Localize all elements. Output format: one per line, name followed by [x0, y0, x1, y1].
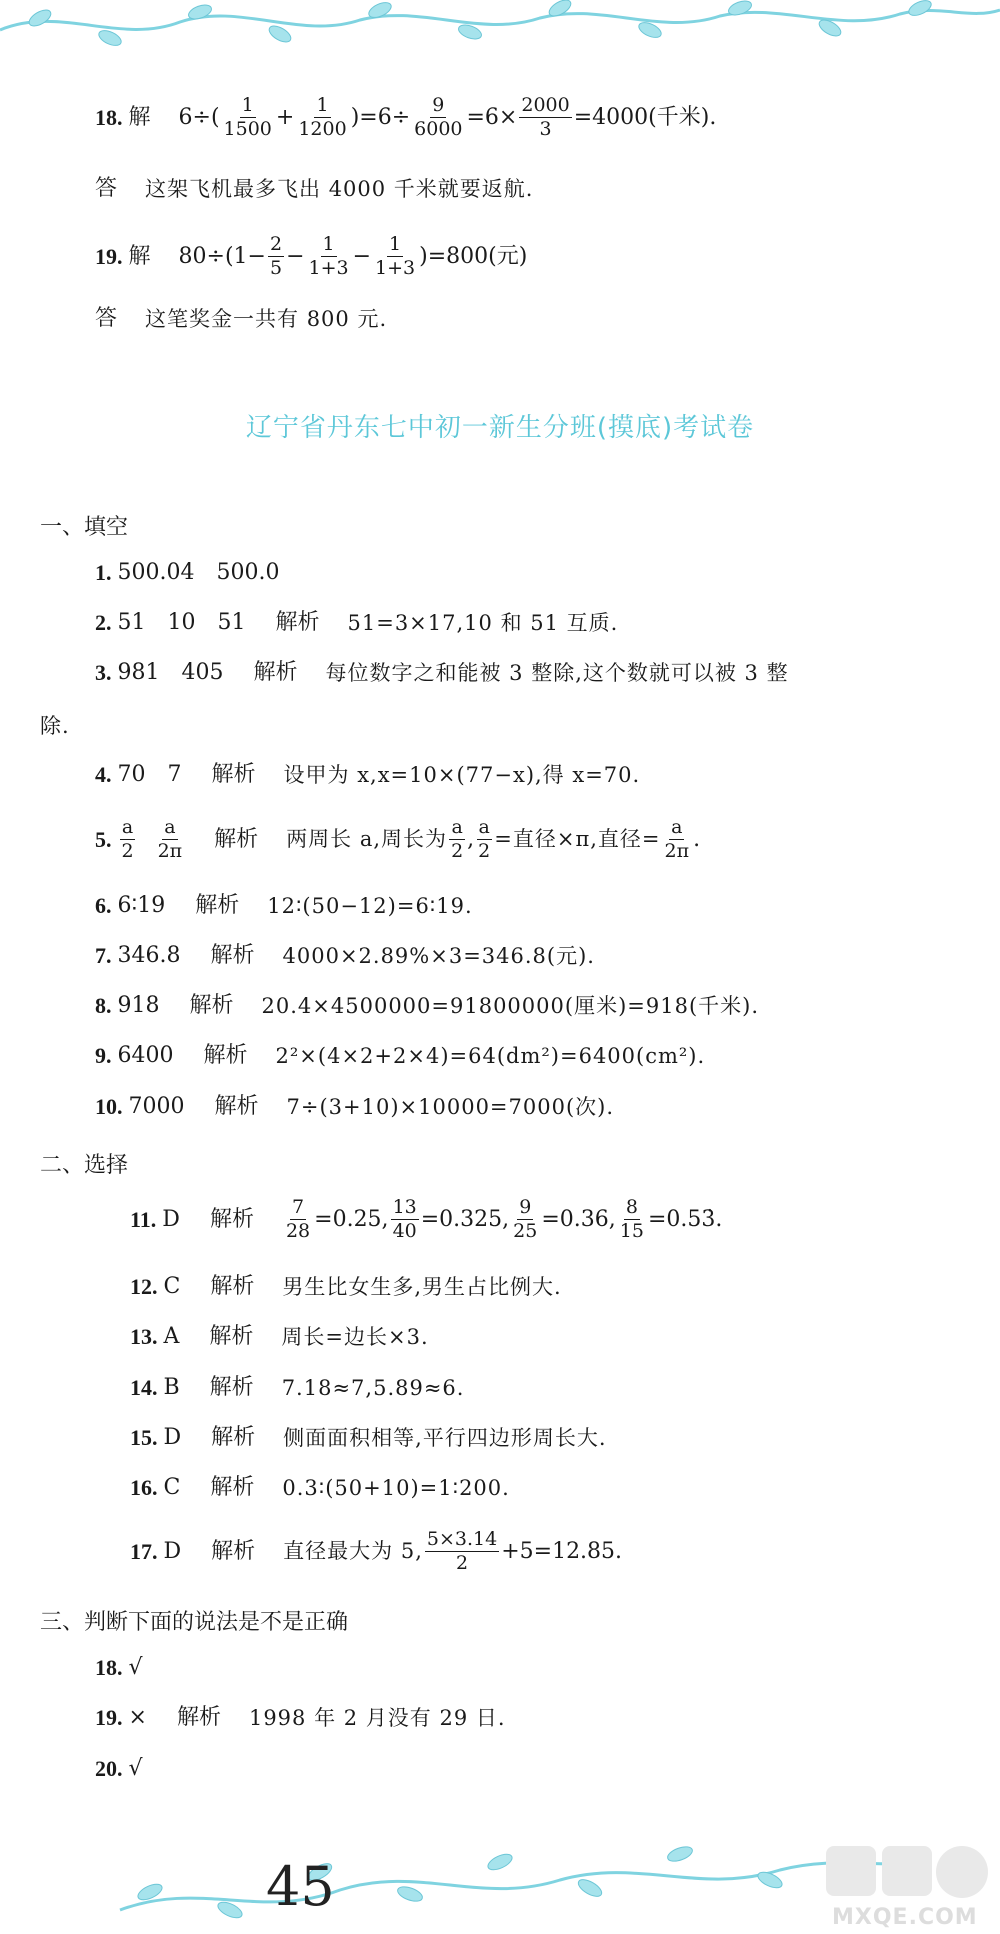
item-14-number: 14.: [130, 1375, 158, 1400]
section-judge-heading: 三、判断下面的说法是不是正确: [40, 1610, 349, 1635]
item-10-number: 10.: [95, 1094, 123, 1119]
item-15-analysis-label: 解析: [211, 1425, 256, 1450]
item-5-answer-fraction-2: $\frac{a}{2\pi}$: [157, 816, 183, 862]
item-11: [130, 1198, 722, 1241]
item-17-analysis-label: 解析: [211, 1538, 256, 1564]
item-16-analysis-label: 解析: [210, 1475, 255, 1500]
q18-plus: +: [275, 104, 295, 130]
q18-answer-label: 答: [95, 176, 118, 201]
q18-expr-mid: )=6÷: [350, 104, 411, 130]
q18-fraction-3: $\frac{9}{6000}$: [414, 94, 463, 140]
item-13-answer: A: [163, 1324, 180, 1349]
item-20: [95, 1758, 173, 1780]
item-3: [95, 662, 789, 684]
item-12-analysis-label: 解析: [210, 1274, 255, 1299]
q19-answer-line: [95, 308, 387, 330]
item-14: [130, 1377, 464, 1399]
item-4-analysis-label: 解析: [211, 762, 256, 787]
q19-answer-label: 答: [95, 306, 118, 331]
page-number: 45: [266, 1855, 335, 1918]
item-20-answer: √: [128, 1756, 143, 1781]
item-2-analysis: 51=3×17,10 和 51 互质.: [347, 610, 619, 635]
item-13-number: 13.: [130, 1324, 158, 1349]
item-5-analysis-2: ,: [467, 826, 475, 852]
item-17-answer: D: [163, 1538, 182, 1564]
item-9-number: 9.: [95, 1043, 112, 1068]
item-5-answer-fraction-1: $\frac{a}{2}$: [121, 816, 134, 862]
item-6-number: 6.: [95, 893, 112, 918]
item-12-answer: C: [163, 1274, 181, 1299]
item-13-analysis: 周长=边长×3.: [281, 1324, 429, 1349]
item-17: [130, 1530, 622, 1573]
q18-number: 18.: [95, 104, 123, 130]
item-5-number: 5.: [95, 826, 112, 852]
section-choice-heading: 二、选择: [40, 1153, 129, 1178]
item-3-analysis-label: 解析: [253, 660, 298, 685]
item-1-answer: 500.04 500.0: [117, 560, 280, 585]
q19-solution-line: [95, 235, 527, 278]
item-7-number: 7.: [95, 943, 112, 968]
item-4-answer: 70 7: [117, 762, 182, 787]
item-6-analysis-label: 解析: [195, 893, 240, 918]
item-11-answer: D: [162, 1206, 180, 1232]
item-14-analysis-label: 解析: [209, 1375, 254, 1400]
q18-fraction-4: $\frac{2000}{3}$: [521, 94, 570, 140]
item-11-fraction-2: $\frac{13}{40}$: [392, 1196, 417, 1242]
q18-expr-end: =4000(千米).: [573, 104, 717, 130]
item-9-analysis-label: 解析: [203, 1043, 248, 1068]
item-5: [95, 818, 700, 861]
item-5-analysis-label: 解析: [214, 826, 259, 852]
q18-solution-line: [95, 96, 716, 139]
item-9: [95, 1045, 705, 1067]
item-16-number: 16.: [130, 1475, 158, 1500]
item-10-analysis-label: 解析: [214, 1094, 259, 1119]
item-7-answer: 346.8: [117, 943, 181, 968]
item-4: [95, 764, 640, 786]
item-9-answer: 6400: [117, 1043, 174, 1068]
q18-expr-mid2: =6×: [466, 104, 518, 130]
item-12-number: 12.: [130, 1274, 158, 1299]
item-10: [95, 1096, 614, 1118]
item-2: [95, 612, 618, 634]
q19-expr-end: )=800(元): [419, 243, 528, 269]
q18-fraction-2: $\frac{1}{1200}$: [298, 94, 347, 140]
item-8-analysis: 20.4×4500000=91800000(厘米)=918(千米).: [261, 993, 760, 1018]
item-11-value-1: =0.25,: [314, 1206, 389, 1232]
item-18-answer: √: [128, 1655, 143, 1680]
item-2-analysis-label: 解析: [275, 610, 320, 635]
item-3-analysis: 每位数字之和能被 3 整除,这个数就可以被 3 整: [325, 660, 789, 685]
item-7: [95, 945, 595, 967]
item-12: [130, 1276, 562, 1298]
item-5-fraction-3: $\frac{a}{2}$: [451, 816, 464, 862]
item-7-analysis: 4000×2.89%×3=346.8(元).: [282, 943, 595, 968]
watermark-text: MXQE.COM: [832, 1905, 978, 1930]
item-3-number: 3.: [95, 660, 112, 685]
item-5-analysis-3: =直径×π,直径=: [494, 827, 661, 851]
q19-fraction-3: $\frac{1}{1+3}$: [375, 233, 416, 279]
item-16-answer: C: [163, 1475, 181, 1500]
q19-minus-2: −: [352, 243, 372, 269]
item-6: [95, 895, 473, 917]
item-13: [130, 1326, 429, 1348]
item-11-fraction-3: $\frac{9}{25}$: [513, 1196, 538, 1242]
q19-fraction-2: $\frac{1}{1+3}$: [308, 233, 349, 279]
item-5-analysis-1: 两周长 a,周长为: [286, 827, 448, 851]
top-vine-decoration: [0, 0, 1000, 60]
item-11-value-3: =0.36,: [541, 1206, 616, 1232]
item-16: [130, 1477, 510, 1499]
item-12-analysis: 男生比女生多,男生占比例大.: [282, 1274, 562, 1299]
item-10-analysis: 7÷(3+10)×10000=7000(次).: [286, 1094, 615, 1119]
item-8-analysis-label: 解析: [189, 993, 234, 1018]
q18-answer-text: 这架飞机最多飞出 4000 千米就要返航.: [145, 176, 534, 201]
item-19-number: 19.: [95, 1705, 123, 1730]
item-6-answer: 6∶19: [117, 893, 166, 918]
item-3-analysis-cont: 除.: [40, 714, 70, 738]
item-2-number: 2.: [95, 610, 112, 635]
item-14-answer: B: [163, 1375, 180, 1400]
q19-fraction-1: $\frac{2}{5}$: [269, 233, 283, 279]
q18-expr-start: 6÷(: [178, 104, 220, 130]
item-15-number: 15.: [130, 1425, 158, 1450]
q19-minus-1: −: [286, 243, 305, 269]
item-1: [95, 562, 309, 584]
item-11-fraction-4: $\frac{8}{15}$: [619, 1196, 644, 1242]
item-5-fraction-5: $\frac{a}{2\pi}$: [664, 816, 690, 862]
item-18-number: 18.: [95, 1655, 123, 1680]
item-5-fraction-4: $\frac{a}{2}$: [478, 816, 491, 862]
item-17-number: 17.: [130, 1538, 158, 1564]
item-15-answer: D: [163, 1425, 182, 1450]
q19-answer-text: 这笔奖金一共有 800 元.: [145, 306, 388, 331]
item-17-analysis-1: 直径最大为 5,: [283, 1539, 423, 1563]
item-19-analysis: 1998 年 2 月没有 29 日.: [248, 1705, 506, 1730]
item-3-continuation: [40, 716, 70, 737]
q18-fraction-1: $\frac{1}{1500}$: [223, 94, 272, 140]
item-9-analysis: 2²×(4×2+2×4)=64(dm²)=6400(cm²).: [275, 1043, 706, 1068]
item-18: [95, 1657, 173, 1679]
item-17-fraction: $\frac{5\times 3.14}{2}$: [426, 1528, 498, 1574]
item-14-analysis: 7.18≈7,5.89≈6.: [281, 1375, 465, 1400]
item-19-answer: ×: [128, 1705, 147, 1730]
q19-number: 19.: [95, 243, 123, 269]
item-10-answer: 7000: [128, 1094, 185, 1119]
item-3-answer: 981 405: [117, 660, 224, 685]
item-19-analysis-label: 解析: [176, 1705, 221, 1730]
item-16-analysis: 0.3∶(50+10)=1∶200.: [282, 1475, 510, 1500]
item-4-analysis: 设甲为 x,x=10×(77−x),得 x=70.: [283, 762, 641, 787]
item-8-answer: 918: [117, 993, 160, 1018]
item-15: [130, 1427, 607, 1449]
item-4-number: 4.: [95, 762, 112, 787]
item-11-fraction-1: $\frac{7}{28}$: [285, 1196, 311, 1242]
item-7-analysis-label: 解析: [210, 943, 255, 968]
q18-solve-label: 解: [128, 104, 151, 130]
item-8-number: 8.: [95, 993, 112, 1018]
item-11-number: 11.: [130, 1206, 157, 1232]
item-15-analysis: 侧面面积相等,平行四边形周长大.: [283, 1425, 607, 1450]
item-1-number: 1.: [95, 560, 112, 585]
section-fill-heading: 一、填空: [40, 515, 129, 540]
exam-title: 辽宁省丹东七中初一新生分班(摸底)考试卷: [245, 413, 755, 443]
item-5-analysis-4: .: [693, 826, 701, 852]
q19-solve-label: 解: [128, 243, 151, 269]
q19-expr-start: 80÷(1−: [178, 243, 266, 269]
item-20-number: 20.: [95, 1756, 123, 1781]
item-2-answer: 51 10 51: [117, 610, 246, 635]
q18-answer-line: [95, 178, 533, 200]
item-11-value-2: =0.325,: [420, 1206, 510, 1232]
item-8: [95, 995, 759, 1017]
item-19: [95, 1707, 506, 1729]
item-17-analysis-2: +5=12.85.: [501, 1538, 623, 1564]
item-6-analysis: 12∶(50−12)=6∶19.: [267, 893, 473, 918]
item-13-analysis-label: 解析: [209, 1324, 254, 1349]
item-11-analysis-label: 解析: [209, 1206, 254, 1232]
item-11-value-4: =0.53̇.: [647, 1206, 723, 1232]
